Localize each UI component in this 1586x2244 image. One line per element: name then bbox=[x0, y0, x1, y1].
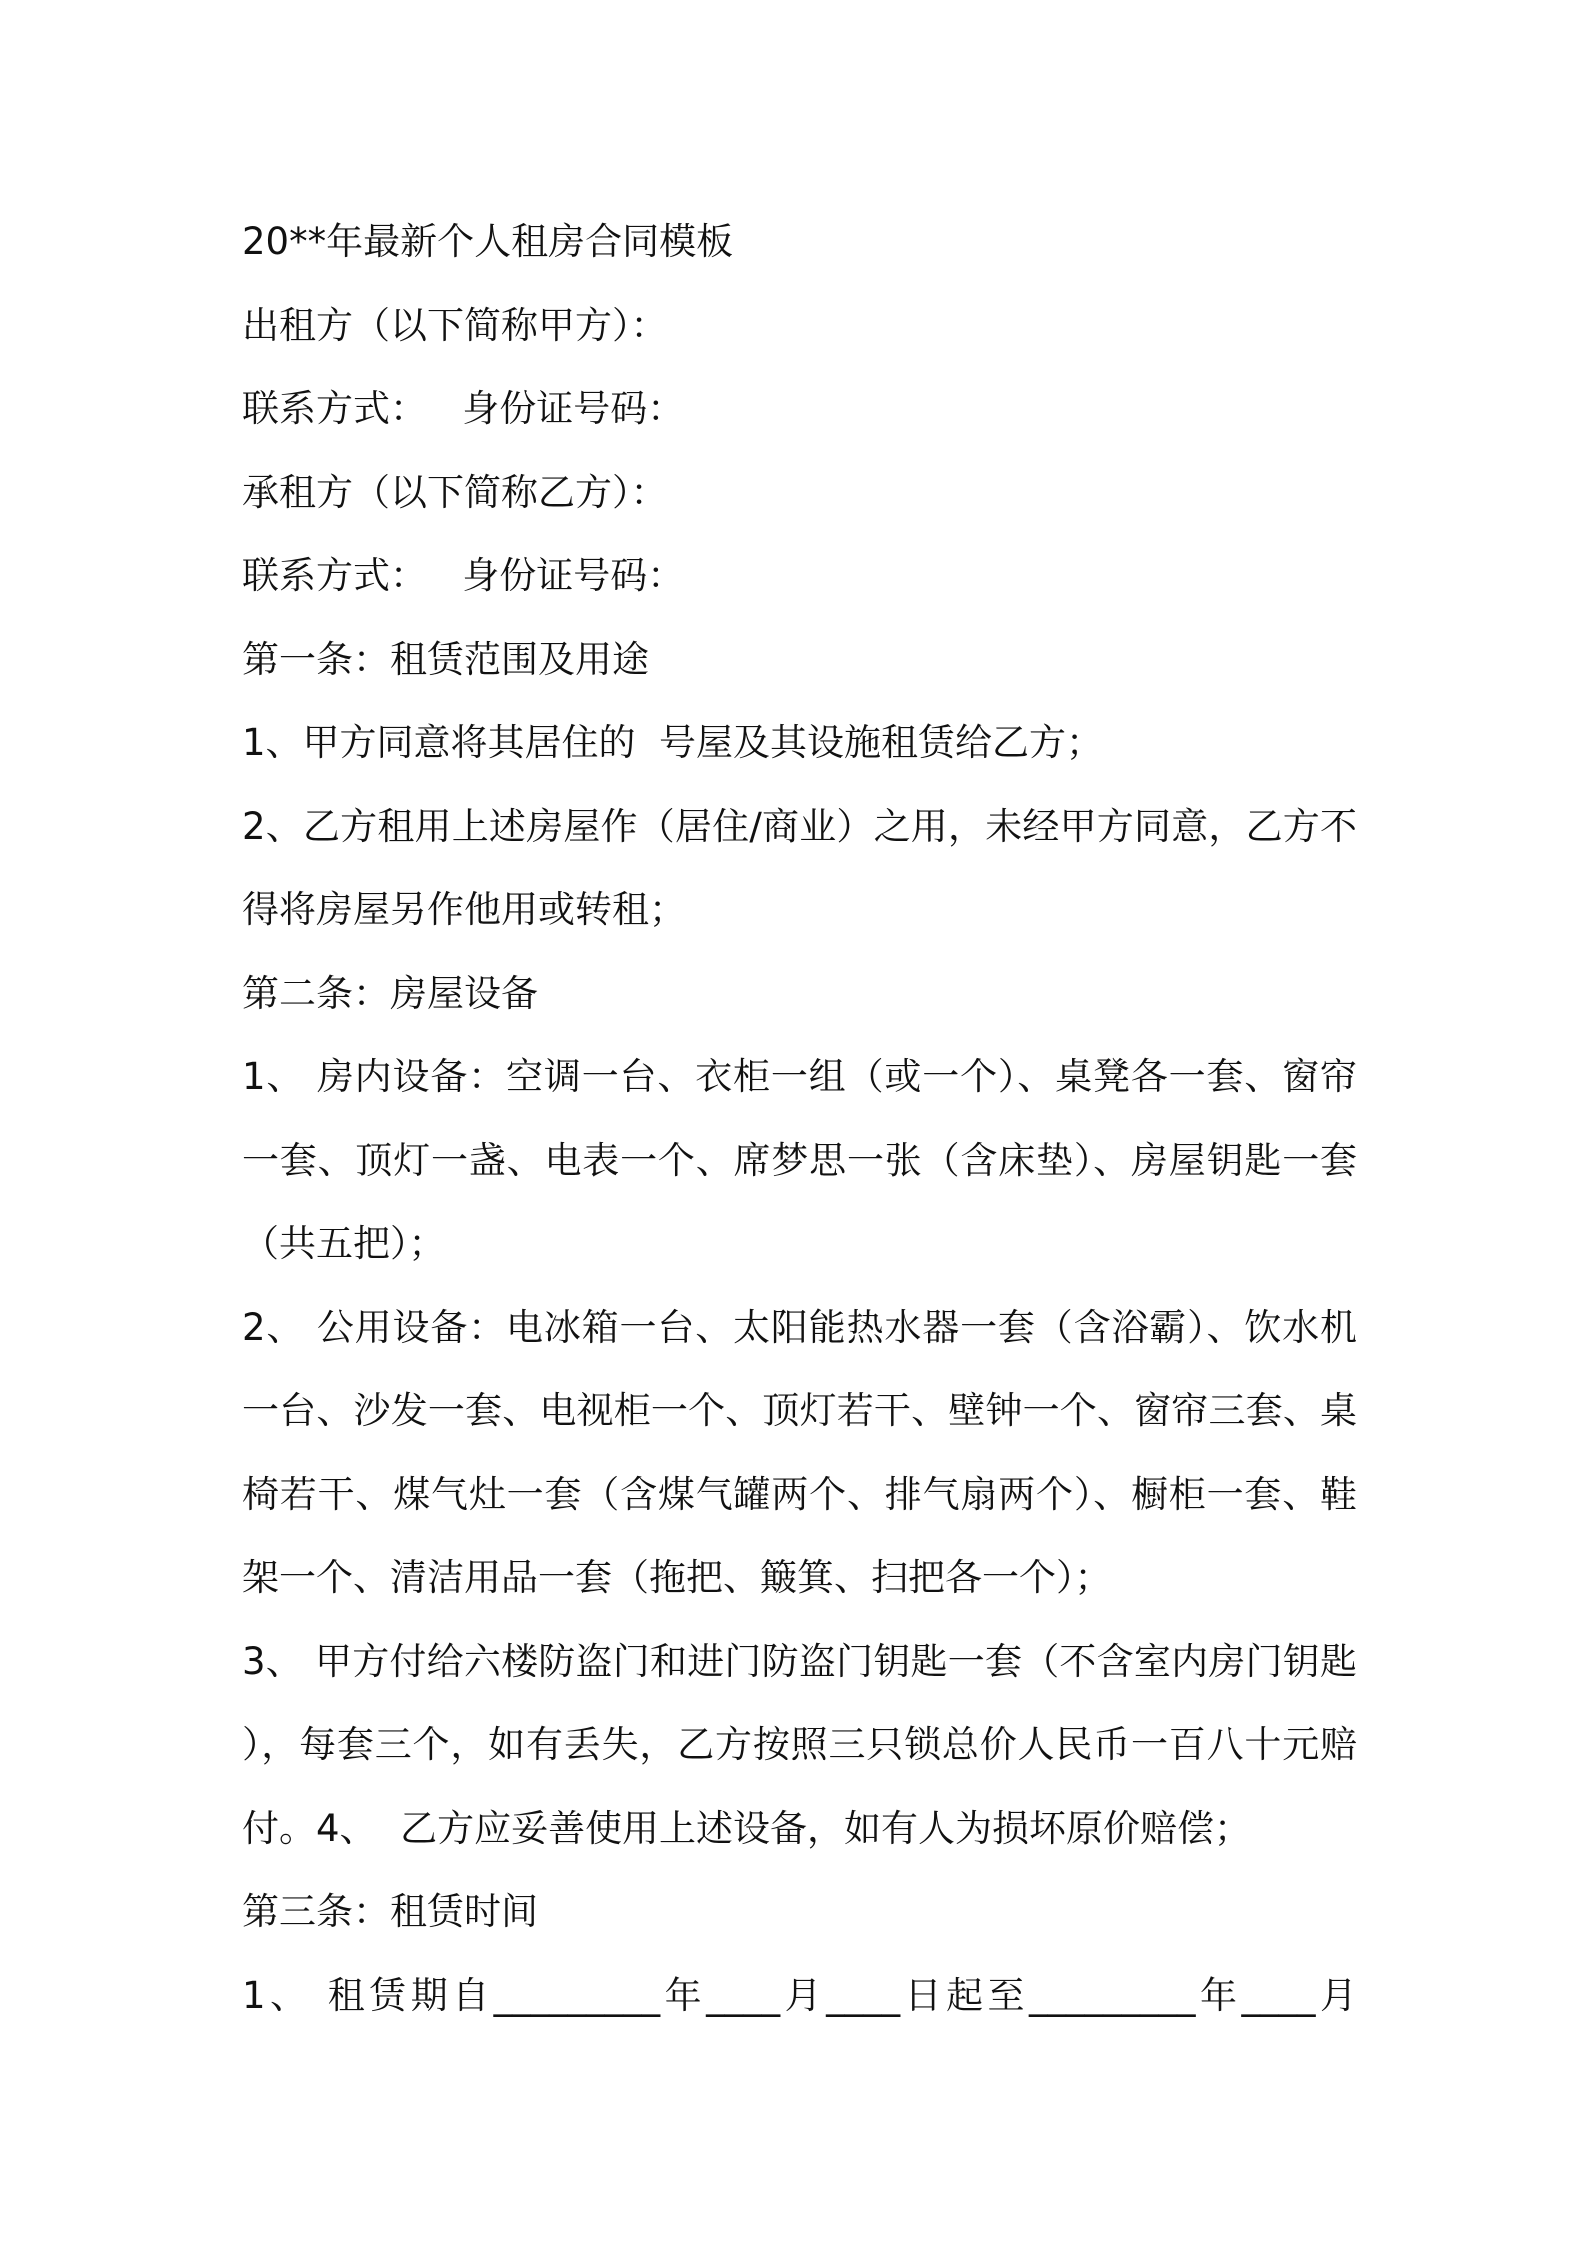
article-1-heading: 第一条：租赁范围及用途 bbox=[242, 637, 649, 681]
article-2-clause-3-line-3: 付。4、 乙方应妥善使用上述设备，如有人为损坏原价赔偿； bbox=[242, 1806, 1252, 1850]
article-1-clause-1: 1、甲方同意将其居住的 号屋及其设施租赁给乙方； bbox=[242, 721, 1104, 764]
lessor-line: 出租方（以下简称甲方）： bbox=[242, 303, 668, 347]
article-3-heading: 第三条：租赁时间 bbox=[242, 1890, 538, 1933]
document-title: 20**年最新个人租房合同模板 bbox=[242, 220, 734, 263]
contract-body bbox=[242, 200, 1357, 2037]
article-2-clause-1-line-2: 一套、顶灯一盏、电表一个、席梦思一张（含床垫）、房屋钥匙一套 bbox=[242, 1138, 1357, 1182]
article-2-clause-2-line-4: 架一个、清洁用品一套（拖把、簸箕、扫把各一个）； bbox=[242, 1556, 1112, 1599]
article-2-clause-2-line-3: 椅若干、煤气灶一套（含煤气罐两个、排气扇两个）、橱柜一套、鞋 bbox=[242, 1472, 1357, 1516]
article-2-clause-2-line-1: 2、 公用设备：电冰箱一台、太阳能热水器一套（含浴霸）、饮水机 bbox=[242, 1305, 1357, 1349]
lessor-contact-line: 联系方式： 身份证号码： bbox=[242, 387, 685, 430]
article-2-clause-1-line-3: （共五把）； bbox=[242, 1222, 446, 1265]
article-2-clause-3-line-1: 3、 甲方付给六楼防盗门和进门防盗门钥匙一套（不含室内房门钥匙 bbox=[242, 1639, 1357, 1683]
article-2-heading: 第二条：房屋设备 bbox=[242, 971, 538, 1015]
article-2-clause-2-line-2: 一台、沙发一套、电视柜一个、顶灯若干、壁钟一个、窗帘三套、桌 bbox=[242, 1389, 1357, 1432]
article-1-clause-2-line-2: 得将房屋另作他用或转租； bbox=[242, 888, 686, 931]
article-1-clause-2-line-1: 2、乙方租用上述房屋作（居住/商业）之用，未经甲方同意，乙方不 bbox=[242, 804, 1357, 848]
article-3-clause-1-line-1: 1、 租赁期自_________年____月____日起至_________年____月 bbox=[242, 1973, 1357, 2017]
article-2-clause-3-line-2: ），每套三个，如有丢失，乙方按照三只锁总价人民币一百八十元赔 bbox=[242, 1723, 1357, 1766]
lessee-contact-line: 联系方式： 身份证号码： bbox=[242, 554, 685, 597]
lessee-line: 承租方（以下简称乙方）： bbox=[242, 470, 668, 514]
article-2-clause-1-line-1: 1、 房内设备：空调一台、衣柜一组（或一个）、桌凳各一套、窗帘 bbox=[242, 1055, 1357, 1098]
